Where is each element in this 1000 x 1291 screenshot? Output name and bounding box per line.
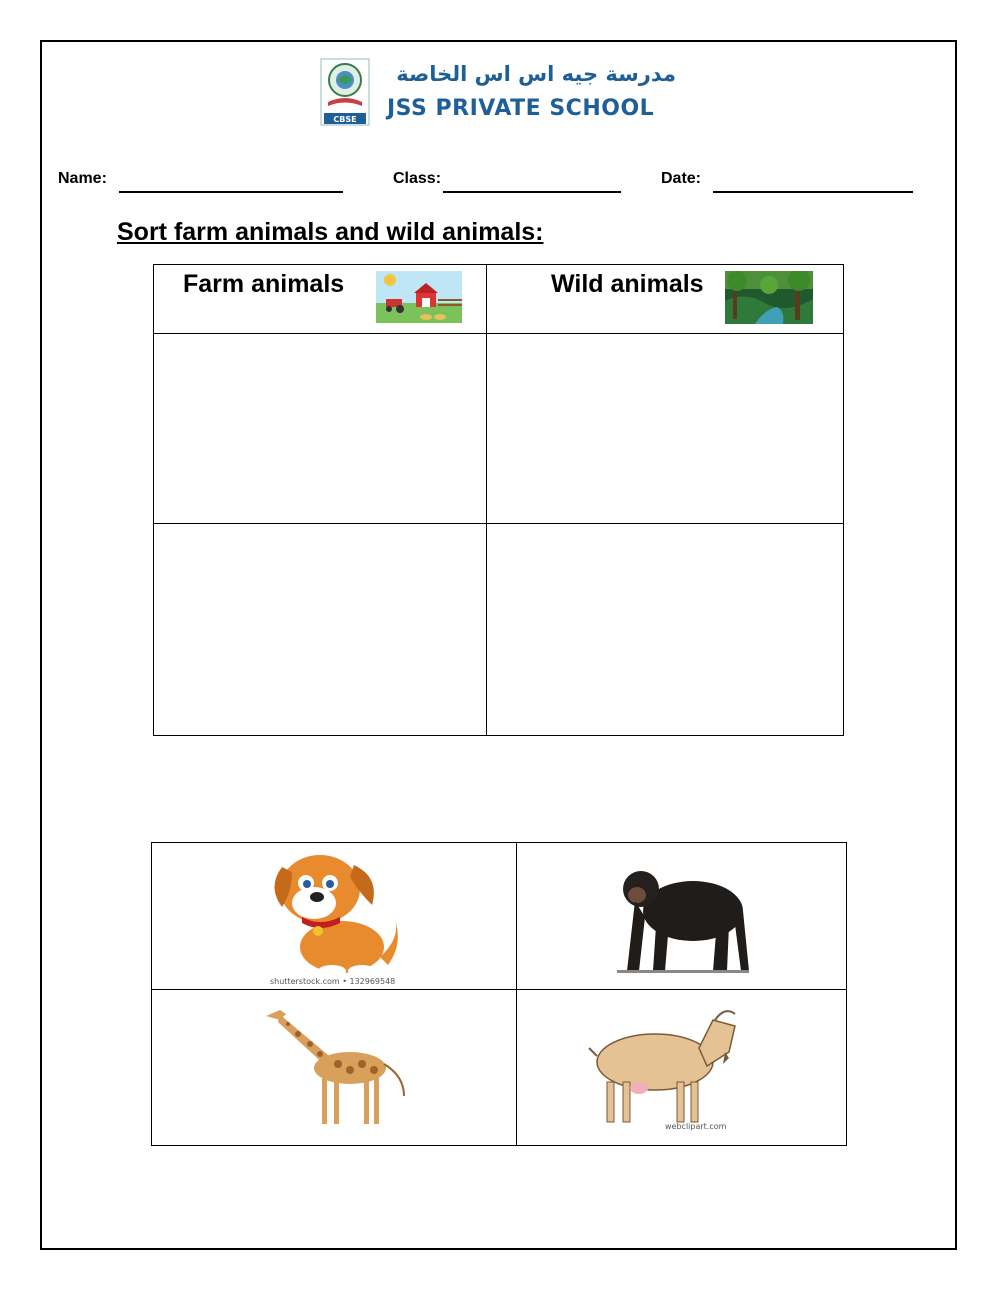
animal-card-chimpanzee[interactable] (517, 843, 846, 989)
wild-animals-heading: Wild animals (551, 270, 704, 298)
logo-badge-text: CBSE (333, 115, 357, 124)
farm-animals-heading: Farm animals (183, 270, 345, 298)
animal-cards-table (151, 842, 847, 1146)
goat-icon (585, 1008, 745, 1132)
farm-drop-cell-2[interactable] (154, 524, 486, 735)
school-name-arabic: مدرسة جيه اس اس الخاصة (396, 62, 676, 86)
school-name-english: JSS PRIVATE SCHOOL (387, 96, 655, 121)
animal-card-giraffe[interactable] (152, 990, 516, 1145)
wild-drop-cell-1[interactable] (487, 334, 843, 523)
wild-drop-cell-2[interactable] (487, 524, 843, 735)
class-label: Class: (393, 170, 442, 187)
dog-icon (262, 847, 412, 983)
animal-card-goat[interactable] (517, 990, 846, 1145)
farm-scene-icon (376, 271, 462, 323)
dog-watermark: shutterstock.com • 132969548 (270, 977, 396, 986)
school-logo-icon (320, 58, 370, 126)
chimpanzee-icon (613, 861, 749, 977)
name-label: Name: (58, 170, 107, 187)
giraffe-icon (258, 1000, 410, 1130)
class-field[interactable] (443, 191, 621, 193)
date-field[interactable] (713, 191, 913, 193)
farm-drop-cell-1[interactable] (154, 334, 486, 523)
sort-table (153, 264, 844, 736)
animal-card-dog[interactable] (152, 843, 516, 989)
date-label: Date: (661, 170, 702, 187)
goat-watermark: webclipart.com (665, 1122, 727, 1131)
instruction-heading: Sort farm animals and wild animals: (117, 218, 544, 246)
name-field[interactable] (119, 191, 343, 193)
jungle-scene-icon (725, 271, 813, 324)
